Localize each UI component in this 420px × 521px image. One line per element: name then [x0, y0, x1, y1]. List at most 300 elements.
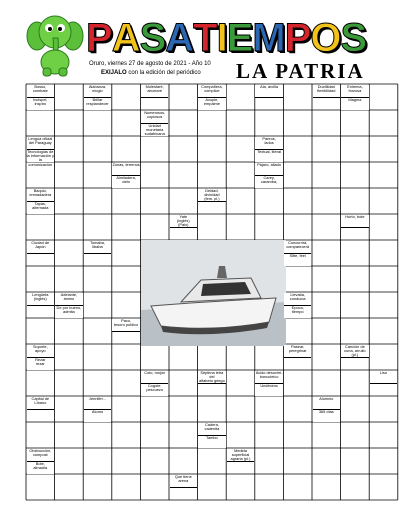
answer-cell[interactable] [283, 188, 312, 214]
clue-text: Bosso, combate [32, 83, 48, 93]
answer-cell[interactable] [55, 162, 84, 188]
clue-box [198, 371, 226, 385]
answer-cell[interactable] [226, 474, 255, 500]
answer-cell[interactable] [369, 214, 398, 240]
answer-cell[interactable] [341, 240, 370, 266]
answer-cell[interactable] [83, 214, 112, 240]
answer-cell[interactable] [112, 136, 141, 162]
answer-cell[interactable] [26, 474, 55, 500]
answer-cell[interactable] [169, 136, 198, 162]
answer-cell[interactable] [55, 344, 84, 370]
answer-cell[interactable] [312, 448, 341, 474]
clue-text: Época, [291, 304, 304, 310]
clue-text: cielo [122, 178, 131, 184]
clue-text: tiempo [291, 308, 304, 314]
answer-cell[interactable] [26, 370, 55, 396]
answer-cell[interactable] [198, 448, 227, 474]
clue-box [141, 111, 169, 125]
answer-cell[interactable] [369, 292, 398, 318]
clue-text: Rezar [35, 356, 46, 362]
answer-cell[interactable] [83, 188, 112, 214]
clue-text: Líbano [34, 399, 47, 405]
answer-cell[interactable] [283, 396, 312, 422]
answer-cell[interactable] [26, 214, 55, 240]
answer-cell[interactable] [140, 162, 169, 188]
clue-text: Alabanza, [88, 83, 107, 89]
answer-cell[interactable] [140, 422, 169, 448]
answer-cell[interactable] [341, 474, 370, 500]
answer-cell[interactable] [341, 318, 370, 344]
title-letter: E [226, 16, 253, 60]
answer-cell[interactable] [83, 370, 112, 396]
clue-text: Medida [234, 447, 247, 453]
answer-cell[interactable] [112, 110, 141, 136]
answer-cell[interactable] [255, 110, 284, 136]
clue-box [84, 241, 112, 255]
answer-cell[interactable] [169, 188, 198, 214]
answer-cell[interactable] [55, 214, 84, 240]
answer-cell[interactable] [55, 474, 84, 500]
clue-box [255, 137, 283, 151]
answer-cell[interactable] [112, 240, 141, 266]
crossword-grid [26, 84, 398, 500]
clue-text: del Paraguay [28, 139, 52, 145]
clue-text: Canción de [345, 343, 365, 349]
clue-text: Concurrirá, [288, 239, 308, 245]
answer-cell[interactable] [83, 344, 112, 370]
answer-cell[interactable] [226, 84, 255, 110]
clue-text: Tapas, [34, 200, 47, 206]
answer-cell[interactable] [112, 266, 141, 292]
answer-cell[interactable] [112, 214, 141, 240]
answer-cell[interactable] [312, 370, 341, 396]
clue-text: Hurto, bote [345, 213, 365, 219]
clue-box [284, 254, 312, 267]
elephant-mascot-logo [27, 10, 83, 76]
clue-box [313, 410, 341, 423]
answer-cell[interactable] [226, 162, 255, 188]
answer-cell[interactable] [26, 318, 55, 344]
answer-cell[interactable] [283, 370, 312, 396]
title-letter: S [139, 16, 166, 60]
clue-box [27, 449, 55, 463]
answer-cell[interactable] [26, 110, 55, 136]
answer-cell[interactable] [198, 136, 227, 162]
answer-cell[interactable] [312, 188, 341, 214]
clue-text: Paco, [121, 317, 132, 323]
answer-cell[interactable] [55, 240, 84, 266]
answer-cell[interactable] [369, 162, 398, 188]
clue-text: Unidad [148, 122, 161, 128]
answer-cell[interactable] [112, 370, 141, 396]
clue-text: Japón [34, 243, 46, 249]
clue-text: (fem. pl.) [204, 196, 220, 202]
answer-cell[interactable] [312, 474, 341, 500]
title-letter: I [216, 16, 227, 60]
clue-text: elogio [92, 87, 103, 93]
clue-box [27, 345, 55, 359]
clue-text: Molestaré, [145, 83, 164, 89]
answer-cell[interactable] [112, 292, 141, 318]
answer-cell[interactable] [341, 422, 370, 448]
clue-text: 365 días [318, 408, 334, 414]
clue-text: Brillar [92, 96, 103, 102]
clue-text: Ductilidad [317, 83, 335, 89]
clue-box [284, 293, 312, 307]
answer-cell[interactable] [369, 84, 398, 110]
answer-cell[interactable] [283, 84, 312, 110]
clue-text: Ala, arcilla [260, 83, 279, 89]
clue-box [341, 85, 369, 99]
clue-text: Llevaba, [290, 291, 306, 297]
answer-cell[interactable] [312, 136, 341, 162]
newspaper-name: LA PATRIA [236, 59, 365, 83]
answer-cell[interactable] [169, 396, 198, 422]
answer-cell[interactable] [369, 136, 398, 162]
clue-text: libaba [92, 243, 103, 249]
answer-cell[interactable] [112, 396, 141, 422]
answer-cell[interactable] [112, 474, 141, 500]
clue-text: monetaria [146, 126, 164, 132]
clue-text: Bote, [35, 460, 45, 466]
answer-cell[interactable] [83, 318, 112, 344]
answer-cell[interactable] [140, 448, 169, 474]
answer-cell[interactable] [83, 110, 112, 136]
answer-cell[interactable] [226, 214, 255, 240]
answer-cell[interactable] [55, 396, 84, 422]
answer-cell[interactable] [369, 266, 398, 292]
clue-text: conducía [289, 295, 306, 301]
clue-text: la información y [26, 152, 54, 158]
answer-cell[interactable] [140, 214, 169, 240]
clue-text: alternada [32, 204, 49, 210]
clue-box [370, 371, 398, 385]
answer-cell[interactable] [226, 344, 255, 370]
answer-cell[interactable] [55, 188, 84, 214]
answer-cell[interactable] [83, 292, 112, 318]
header [0, 0, 420, 84]
answer-cell[interactable] [283, 162, 312, 188]
answer-cell[interactable] [369, 396, 398, 422]
answer-cell[interactable] [112, 188, 141, 214]
answer-cell[interactable] [83, 162, 112, 188]
answer-cell[interactable] [312, 214, 341, 240]
edition-line: Oruro, viernes 27 de agosto de 2021 - Año 10 [89, 61, 211, 67]
clue-text: Ácido desoxirri- [255, 369, 283, 375]
clue-text: cómplice [204, 87, 220, 93]
clue-text: alfabeto griego [199, 378, 225, 384]
clue-text: empalme [203, 100, 220, 106]
answer-cell[interactable] [312, 292, 341, 318]
clue-text: Compañera, [201, 83, 223, 89]
clue-text: resplandecer [86, 100, 109, 106]
answer-cell[interactable] [55, 318, 84, 344]
clue-text: Tambo [206, 434, 218, 440]
clue-text: apoyo [34, 347, 46, 353]
clue-text: Undécimo [260, 382, 278, 388]
clue-text: enmadadera [29, 191, 52, 197]
title-letter: A [111, 16, 140, 60]
clue-box [27, 293, 55, 307]
answer-cell[interactable] [369, 422, 398, 448]
answer-cell[interactable] [283, 474, 312, 500]
answer-cell[interactable] [169, 448, 198, 474]
clue-box [27, 397, 55, 411]
answer-cell[interactable] [83, 422, 112, 448]
clue-text: Cadera, [204, 421, 219, 427]
clue-text: Átomo [91, 408, 104, 414]
clue-box [198, 189, 226, 203]
answer-cell[interactable] [140, 344, 169, 370]
answer-cell[interactable] [283, 214, 312, 240]
answer-cell[interactable] [112, 422, 141, 448]
clue-box [170, 215, 198, 229]
answer-cell[interactable] [312, 318, 341, 344]
answer-cell[interactable] [312, 110, 341, 136]
clue-box [255, 176, 283, 189]
answer-cell[interactable] [198, 162, 227, 188]
clue-text: Textual, literal [257, 148, 281, 154]
clue-box [284, 241, 312, 255]
clue-text: Zonas, terrenos [112, 161, 140, 167]
answer-cell[interactable] [312, 240, 341, 266]
clue-text: la comunicación [28, 157, 53, 167]
answer-cell[interactable] [255, 422, 284, 448]
clue-text: Pasear, [291, 343, 305, 349]
supplement-bold: EXIJALO [101, 70, 127, 76]
clue-text: Sitte, feel [289, 252, 306, 258]
answer-cell[interactable] [255, 214, 284, 240]
clue-text: Capital de [31, 395, 50, 401]
clue-box [112, 319, 140, 333]
answer-cell[interactable] [83, 266, 112, 292]
answer-cell[interactable] [255, 474, 284, 500]
clue-text: Extrema, [347, 83, 363, 89]
answer-cell[interactable] [169, 162, 198, 188]
clue-text: Incispel, [33, 96, 48, 102]
answer-cell[interactable] [26, 162, 55, 188]
clue-box [341, 98, 369, 111]
clue-box [84, 98, 112, 111]
answer-cell[interactable] [369, 240, 398, 266]
clue-box [255, 150, 283, 163]
clue-text: (inglés) [176, 217, 190, 223]
clue-text: Soporte, [32, 343, 48, 349]
answer-cell[interactable] [255, 188, 284, 214]
answer-cell[interactable] [226, 110, 255, 136]
answer-cell[interactable] [112, 344, 141, 370]
answer-cell[interactable] [312, 162, 341, 188]
clue-text: compost [32, 451, 48, 457]
clue-box [84, 397, 112, 411]
clue-box [141, 384, 169, 397]
answer-cell[interactable] [283, 136, 312, 162]
answer-cell[interactable] [369, 474, 398, 500]
clue-box [141, 85, 169, 99]
yacht-photo [141, 240, 286, 346]
answer-cell[interactable] [369, 318, 398, 344]
answer-cell[interactable] [112, 84, 141, 110]
answer-cell[interactable] [255, 396, 284, 422]
clue-text: Yate [179, 213, 188, 219]
clue-box [255, 85, 283, 99]
answer-cell[interactable] [283, 318, 312, 344]
clue-text: peregrinar [288, 347, 307, 353]
clue-text: Séptima letra del [200, 369, 224, 379]
clue-text: aburraré [147, 87, 163, 93]
answer-cell[interactable] [341, 370, 370, 396]
clue-box [313, 397, 341, 411]
clue-text: almadía [33, 464, 48, 470]
answer-cell[interactable] [83, 136, 112, 162]
clue-text: Jennifer... [89, 395, 106, 401]
answer-cell[interactable] [198, 110, 227, 136]
answer-cell[interactable] [169, 84, 198, 110]
clue-box [27, 202, 55, 215]
clue-box [27, 462, 55, 475]
answer-cell[interactable] [55, 110, 84, 136]
clue-text: Acople, [205, 96, 219, 102]
answer-cell[interactable] [369, 188, 398, 214]
pasatiempos-title [86, 14, 366, 62]
answer-cell[interactable] [26, 422, 55, 448]
answer-cell[interactable] [283, 266, 312, 292]
clue-box [198, 423, 226, 437]
answer-cell[interactable] [341, 188, 370, 214]
clue-text: Tomaba, [90, 239, 105, 245]
answer-cell[interactable] [140, 188, 169, 214]
clue-box [112, 163, 140, 177]
yacht-image [141, 240, 286, 346]
clue-text: Alumnio [319, 395, 334, 401]
answer-cell[interactable] [226, 188, 255, 214]
answer-cell[interactable] [255, 448, 284, 474]
clue-text: tesoro público [113, 321, 139, 327]
title-letter: T [193, 16, 217, 60]
clue-text: Liso [379, 369, 388, 375]
answer-cell[interactable] [83, 448, 112, 474]
clue-box [284, 345, 312, 359]
answer-cell[interactable] [55, 370, 84, 396]
answer-cell[interactable] [283, 422, 312, 448]
answer-cell[interactable] [198, 214, 227, 240]
clue-box [55, 293, 83, 307]
clue-box [27, 189, 55, 203]
clue-text: Cogote, [147, 382, 162, 388]
clue-text: Magma [348, 96, 362, 102]
clue-text: superficial [231, 451, 250, 457]
clue-box [198, 98, 226, 111]
clue-box [170, 475, 198, 489]
clue-text: Adelante, ánimo [60, 291, 78, 301]
answer-cell[interactable] [312, 344, 341, 370]
answer-cell[interactable] [140, 396, 169, 422]
clue-text: (pl.) [351, 352, 359, 358]
answer-cell[interactable] [169, 370, 198, 396]
answer-cell[interactable] [312, 266, 341, 292]
clue-box [141, 124, 169, 137]
answer-cell[interactable] [226, 136, 255, 162]
clue-text: Pareos, [262, 135, 276, 141]
answer-cell[interactable] [341, 266, 370, 292]
answer-cell[interactable] [341, 110, 370, 136]
clue-box [84, 85, 112, 99]
clue-text: Ciudad de [31, 239, 50, 245]
clue-text: divinidad [204, 191, 220, 197]
answer-cell[interactable] [55, 136, 84, 162]
clue-text: (Palo) [178, 222, 189, 228]
clue-text: sudafricana [144, 131, 165, 137]
clue-text: Deidad, [205, 187, 219, 193]
clue-box [27, 85, 55, 99]
clue-text: Numerosos, [144, 109, 166, 115]
clue-box [84, 410, 112, 423]
answer-cell[interactable] [226, 422, 255, 448]
answer-cell[interactable] [55, 266, 84, 292]
answer-cell[interactable] [283, 110, 312, 136]
answer-cell[interactable] [255, 344, 284, 370]
clue-text: Que tiene [174, 473, 192, 479]
answer-cell[interactable] [198, 396, 227, 422]
clue-text: arena [178, 477, 189, 483]
answer-cell[interactable] [226, 396, 255, 422]
supplement-line [101, 70, 201, 76]
answer-cell[interactable] [112, 448, 141, 474]
clue-text: Coto, mojón [144, 369, 166, 375]
answer-cell[interactable] [312, 422, 341, 448]
answer-cell[interactable] [55, 422, 84, 448]
answer-cell[interactable] [198, 474, 227, 500]
clue-text: bonucleico [259, 373, 279, 379]
answer-cell[interactable] [169, 110, 198, 136]
clue-text: admita [63, 308, 75, 314]
answer-cell[interactable] [140, 474, 169, 500]
clue-text: Tecnologías de [27, 148, 54, 154]
answer-cell[interactable] [369, 110, 398, 136]
clue-box [26, 148, 55, 167]
answer-cell[interactable] [169, 344, 198, 370]
answer-cell[interactable] [369, 344, 398, 370]
clue-text: pescuezo [146, 386, 164, 392]
clue-box [27, 358, 55, 371]
clue-text: Obstrucción, [29, 447, 52, 453]
answer-cell[interactable] [55, 84, 84, 110]
clue-text: Lengua oficial [28, 135, 53, 141]
clue-text: (inglés) [33, 295, 47, 301]
answer-cell[interactable] [341, 136, 370, 162]
answer-cell[interactable] [83, 474, 112, 500]
answer-cell[interactable] [226, 370, 255, 396]
clue-box [141, 371, 169, 385]
answer-cell[interactable] [341, 448, 370, 474]
answer-cell[interactable] [341, 162, 370, 188]
title-letter: P [284, 16, 311, 60]
answer-cell[interactable] [140, 136, 169, 162]
clue-text: forzosa [348, 87, 362, 93]
answer-cell[interactable] [198, 344, 227, 370]
clue-text: inspiro [34, 100, 47, 106]
clue-box [27, 98, 55, 111]
title-letter: M [252, 16, 285, 60]
clue-text: De por bueno, [56, 304, 82, 310]
answer-cell[interactable] [169, 422, 198, 448]
answer-cell[interactable] [26, 266, 55, 292]
answer-cell[interactable] [341, 292, 370, 318]
answer-cell[interactable] [283, 448, 312, 474]
answer-cell[interactable] [55, 448, 84, 474]
answer-cell[interactable] [369, 448, 398, 474]
answer-cell[interactable] [341, 396, 370, 422]
